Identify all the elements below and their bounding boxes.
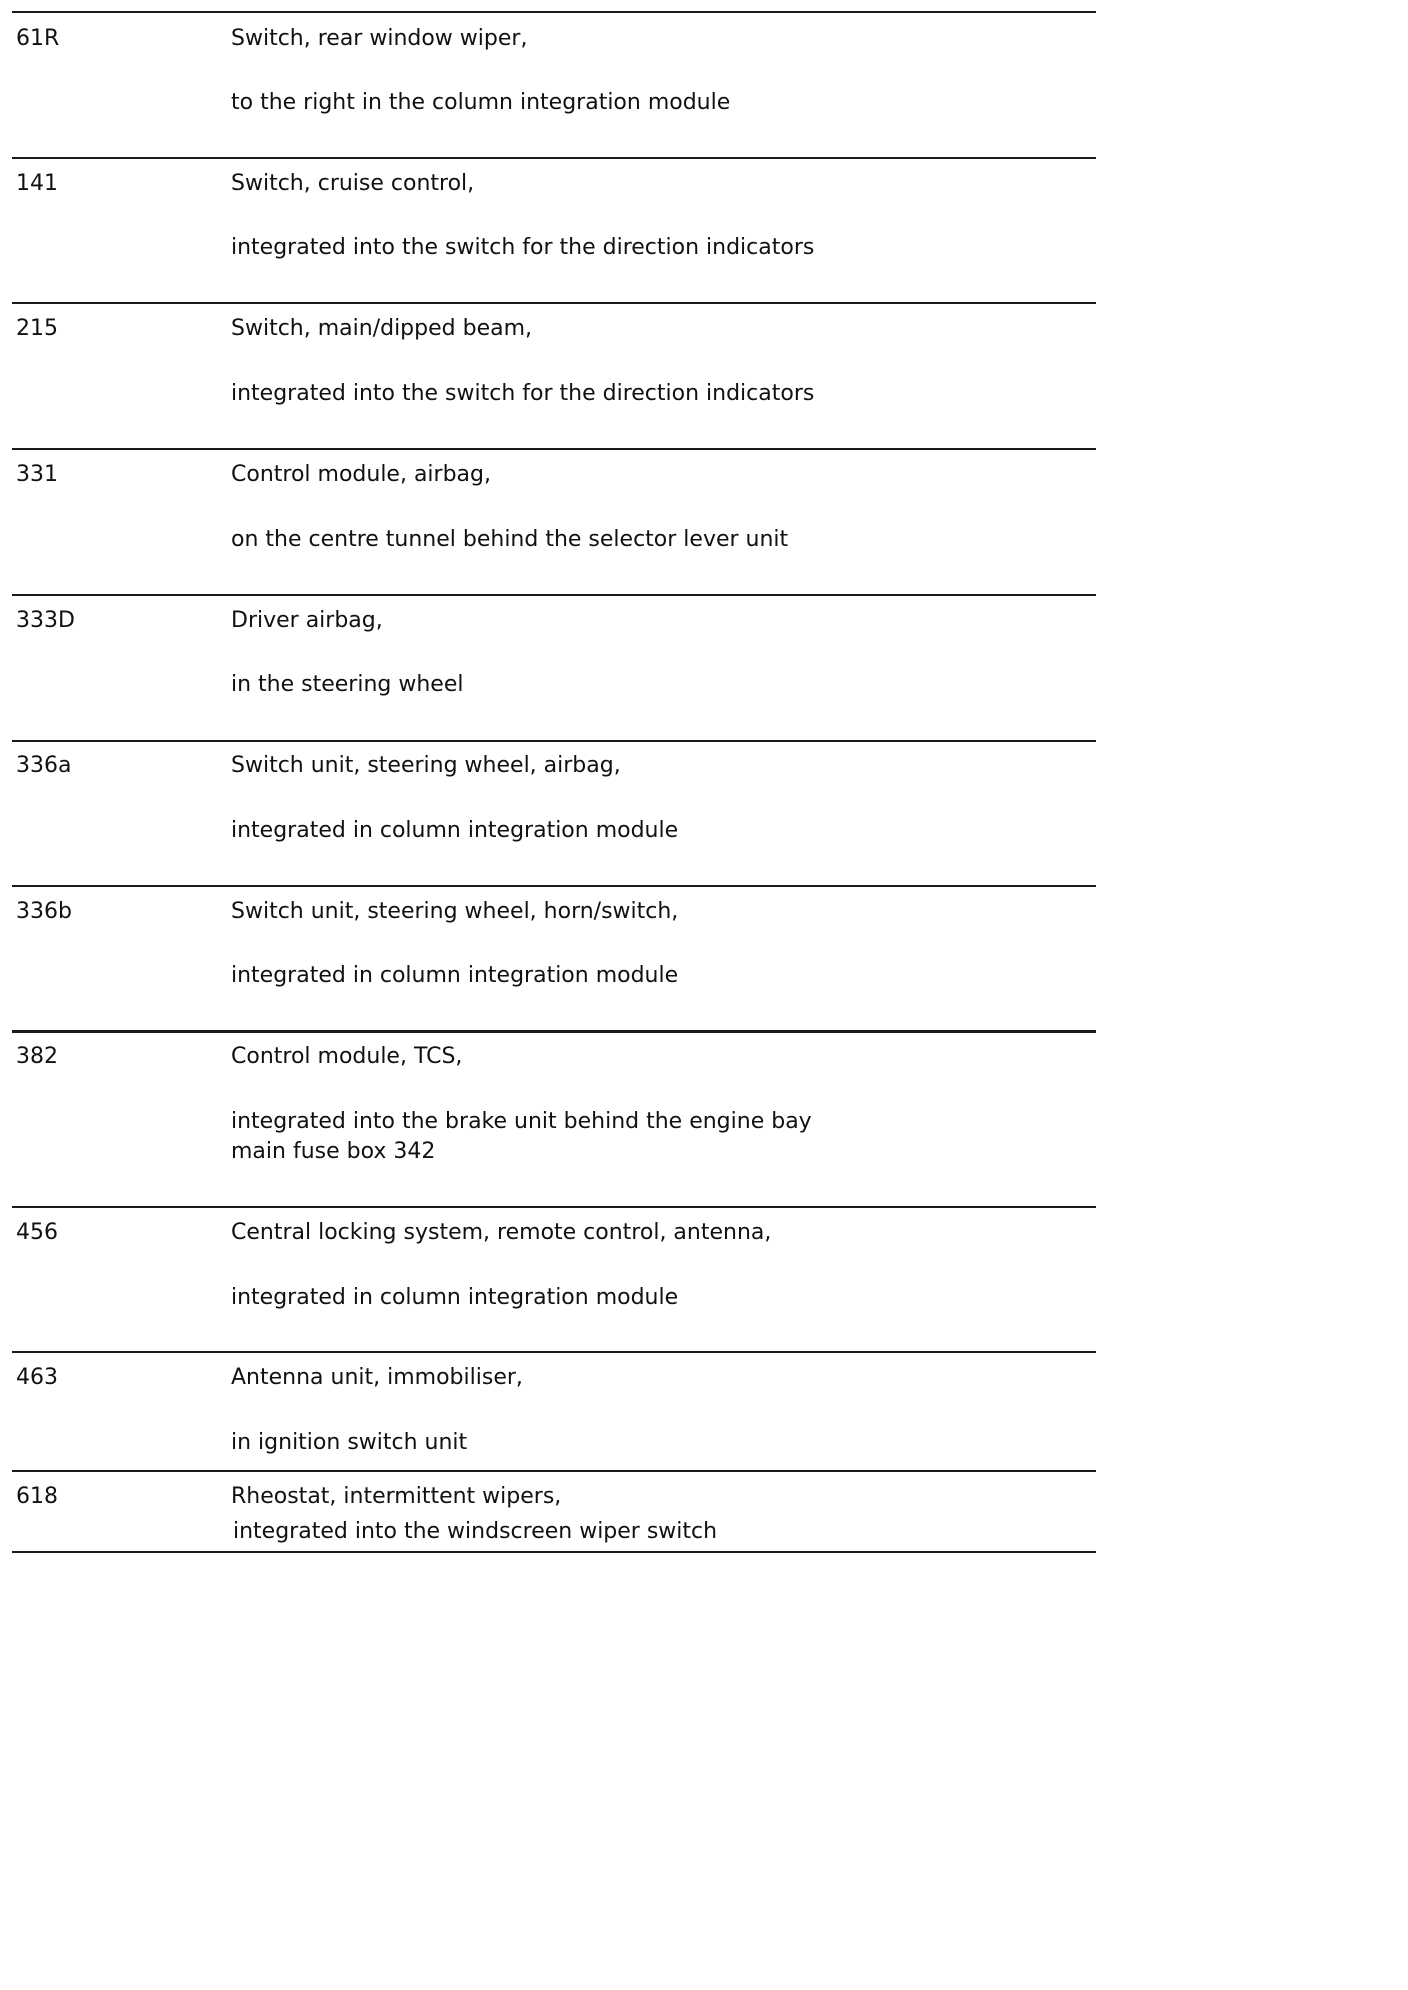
table-rule [12,157,1096,159]
component-name: Switch unit, steering wheel, horn/switch, [231,899,679,924]
component-location: integrated into the windscreen wiper switch [233,1519,718,1544]
table-rule [12,1551,1096,1553]
table-rule [12,302,1096,304]
component-name: Control module, TCS, [231,1044,463,1069]
component-code: 618 [16,1484,58,1509]
table-rule [12,740,1096,742]
table-rule [12,1206,1096,1208]
component-code: 456 [16,1220,58,1245]
table-rule [12,11,1096,13]
table-rule [12,1030,1096,1033]
component-code: 333D [16,608,75,633]
component-name: Driver airbag, [231,608,383,633]
component-name: Control module, airbag, [231,462,491,487]
component-code: 331 [16,462,58,487]
component-location: integrated into the brake unit behind the engine bay [231,1109,812,1134]
component-location: on the centre tunnel behind the selector lever unit [231,527,789,552]
table-rule [12,1470,1096,1472]
table-rule [12,448,1096,450]
component-name: Antenna unit, immobiliser, [231,1365,523,1390]
component-location: in ignition switch unit [231,1430,468,1455]
component-location: integrated in column integration module [231,818,679,843]
component-name: Switch unit, steering wheel, airbag, [231,753,621,778]
component-code: 141 [16,171,58,196]
component-name: Rheostat, intermittent wipers, [231,1484,562,1509]
table-rule [12,1351,1096,1353]
component-code: 61R [16,26,60,51]
component-code: 336a [16,753,72,778]
component-code: 336b [16,899,72,924]
component-name: Switch, main/dipped beam, [231,316,533,341]
component-location: integrated into the switch for the direction indicators [231,235,815,260]
component-location-line2: main fuse box 342 [231,1139,436,1164]
component-name: Switch, cruise control, [231,171,475,196]
component-location: to the right in the column integration module [231,90,731,115]
component-name: Central locking system, remote control, antenna, [231,1220,772,1245]
component-code: 382 [16,1044,58,1069]
table-rule [12,885,1096,887]
component-name: Switch, rear window wiper, [231,26,528,51]
component-location: in the steering wheel [231,672,464,697]
component-location: integrated into the switch for the direction indicators [231,381,815,406]
component-code: 215 [16,316,58,341]
table-rule [12,594,1096,596]
component-location: integrated in column integration module [231,963,679,988]
component-code: 463 [16,1365,58,1390]
component-location: integrated in column integration module [231,1285,679,1310]
